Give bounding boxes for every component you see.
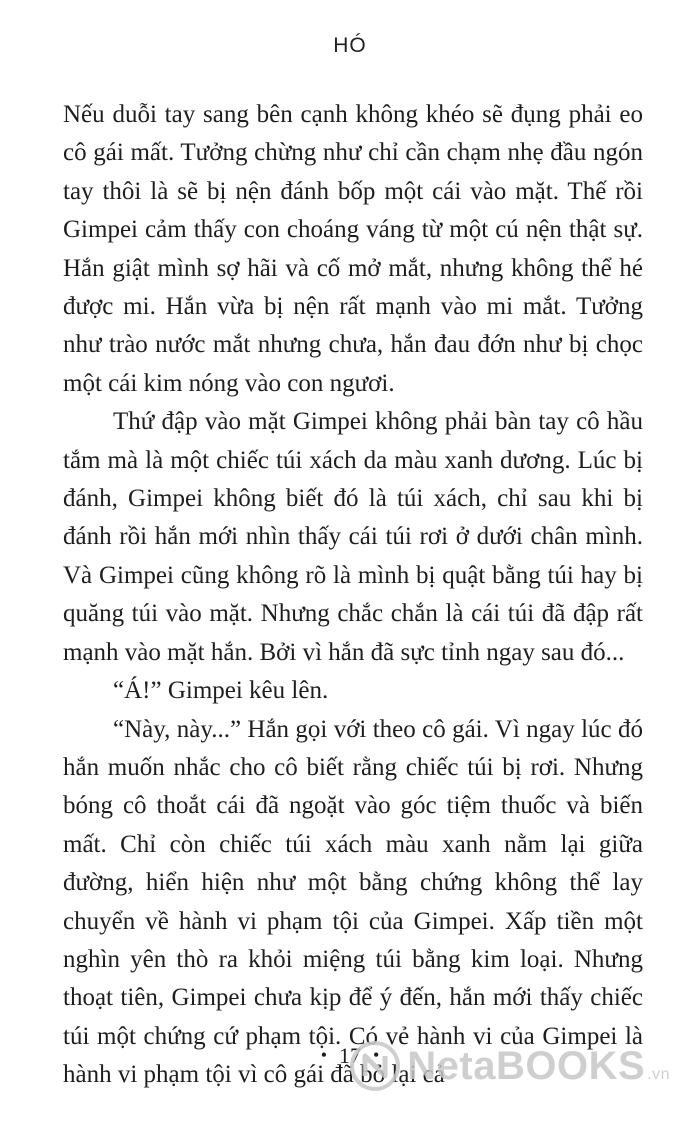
watermark-brand: NetaBOOKS .vn (407, 1043, 670, 1088)
watermark-suffix: .vn (647, 1065, 670, 1083)
paragraph-3: “Á!” Gimpei kêu lên. (113, 677, 329, 705)
watermark (349, 1040, 670, 1092)
footer-dot-right: • (373, 1045, 380, 1065)
running-header: HÓ (333, 34, 367, 57)
body-text (63, 96, 643, 1095)
paragraph-4: “Này, này...” Hắn gọi với theo cô gái. Vì ngay lúc đó hắn muốn nhắc cho cô biết rằng chiếc túi bị rơi. Nhưng bóng cô thoắt cái đã ngoặt vào góc tiệm thuốc và biến mất. Chỉ còn chiếc túi xách màu xanh nằm lại giữa đường, hiển hiện như một bằng chứng không thể lay chuyển về hành vi phạm tội của Gimpei. Xấp tiền một nghìn yên thò ra khỏi miệng túi bằng kim loại. Nhưng thoạt tiên, Gimpei chưa kịp để ý đến, hắn mới thấy chiếc túi một chứng cứ phạm tội. Có vẻ hành vi của Gimpei là hành vi phạm tội vì cô gái đã bỏ lại cả (63, 715, 643, 1089)
paragraph-1: Nếu duỗi tay sang bên cạnh không khéo sẽ đụng phải eo cô gái mất. Tưởng chừng như chỉ cần chạm nhẹ đầu ngón tay thôi là sẽ bị nện đánh bốp một cái vào mặt. Thế rồi Gimpei cảm thấy con choáng váng từ một cú nện thật sự. Hắn giật mình sợ hãi và cố mở mắt, nhưng không thể hé được mi. Hắn vừa bị nện rất mạnh vào mi mắt. Tưởng như trào nước mắt nhưng chưa, hắn đau đớn như bị chọc một cái kim nóng vào con ngươi. (63, 101, 643, 397)
paragraph-2: Thứ đập vào mặt Gimpei không phải bàn tay cô hầu tắm mà là một chiếc túi xách da màu xanh dương. Lúc bị đánh, Gimpei không biết đó là túi xách, chỉ sau khi bị đánh rồi hắn mới nhìn thấy cái túi rơi ở dưới chân mình. Và Gimpei cũng không rõ là mình bị quật bằng túi hay bị quăng túi vào mặt. Nhưng chắc chắn là cái túi đã đập rất mạnh vào mặt hắn. Bởi vì hắn đã sực tỉnh ngay sau đó... (63, 408, 643, 666)
page-number: 17 (339, 1043, 361, 1068)
footer-dot-left: • (320, 1045, 327, 1065)
netabooks-logo-icon (349, 1040, 401, 1092)
